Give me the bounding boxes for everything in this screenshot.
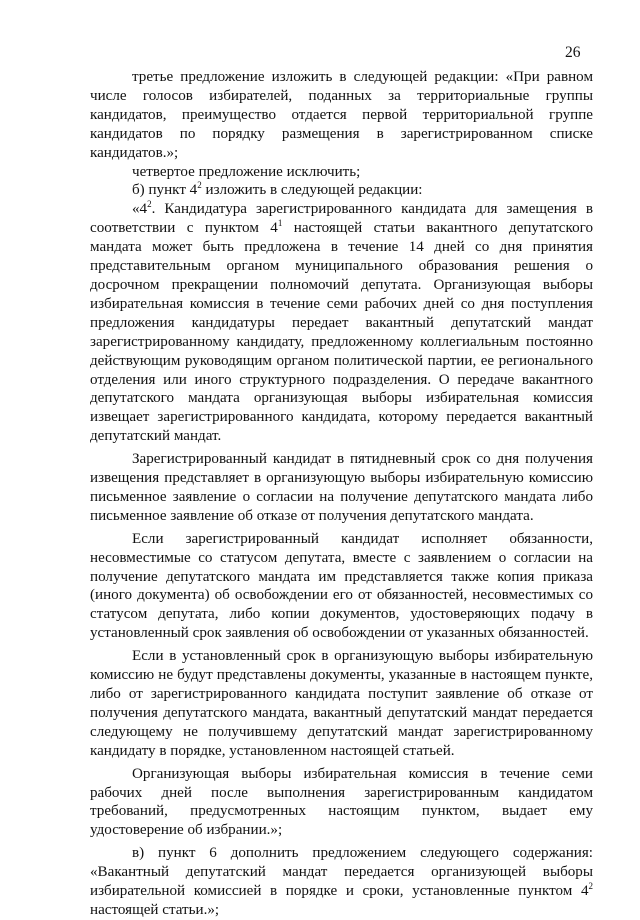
superscript: 2 [197, 180, 202, 191]
paragraph-fourth-sentence [90, 163, 593, 182]
paragraph-certificate [90, 765, 593, 841]
superscript: 2 [588, 881, 593, 892]
paragraph-text: четвертое предложение исключить; [132, 163, 361, 180]
paragraph-text: Организующая выборы избирательная комиссия в течение семи рабочих дней после выполнения зарегистрированным кандидатом требований, предусмотренных настоящим пунктом, выдает ему удостоверение об избрании.»; [90, 765, 593, 839]
paragraph-clause-4-2 [90, 200, 593, 446]
paragraph-text: настоящей статьи вакантного депутатского мандата может быть предложена в течение 14 дней со дня принятия представительным органом муниципального образования решения о досрочном прекращении полномочий депутата. Организующая выборы избирательная комиссия в течение семи рабочих дней со дня поступления предложения кандидатуры передает вакантный депутатский мандат зарегистрированному кандидату, предложенному коллегиальным постоянно действующим руководящим органом политической партии, ее регионального отделения или иного структурного подразделения. О передаче вакантного депутатского мандата организующая выборы избирательная комиссия извещает зарегистрированного кандидата, которому передается вакантный депутатский мандат. [90, 220, 593, 445]
paragraph-third-sentence [90, 68, 593, 163]
page-number: 26 [565, 44, 581, 61]
superscript: 2 [147, 199, 152, 210]
paragraph-text: настоящей статьи.»; [90, 901, 220, 918]
paragraph-candidate-statement [90, 450, 593, 526]
paragraph-incompatible-duties [90, 530, 593, 643]
paragraph-text: б) пункт 4 [132, 182, 198, 199]
paragraph-text: Зарегистрированный кандидат в пятидневный срок со дня получения извещения представляет в организующую выборы избирательную комиссию письменное заявление о согласии на получение депутатского мандата либо письменное заявление об отказе от получения депутатского мандата. [90, 451, 593, 524]
superscript: 1 [277, 218, 283, 229]
paragraph-item-b [90, 181, 593, 200]
document-body [90, 68, 593, 920]
paragraph-text: «4 [132, 201, 148, 218]
paragraph-text: Если в установленный срок в организующую выборы избирательную комиссию не будут представлены документы, указанные в настоящем пункте, либо от зарегистрированного кандидата поступит заявление об отказе от получения депутатского мандата, вакантный депутатский мандат передается следующему не получившему депутатский мандат зарегистрированному кандидату в порядке, установленном настоящей статьей. [90, 648, 593, 759]
paragraph-item-v [90, 844, 593, 920]
paragraph-text: третье предложение изложить в следующей редакции: «При равном числе голосов избирателей, поданных за территориальные группы кандидатов, преимущество отдается первой территориальной группе кандидатов по порядку размещения в зарегистрированном списке кандидатов.»; [90, 69, 593, 161]
paragraph-mandate-transfer [90, 647, 593, 760]
paragraph-text: изложить в следующей редакции: [201, 182, 423, 199]
paragraph-text: . Кандидатура зарегистрированного кандидата для замещения в соответствии с пунктом 4 [90, 201, 593, 237]
paragraph-text: в) пункт 6 дополнить предложением следующего содержания: «Вакантный депутатский мандат передается организующей выборы избирательной комиссией в порядке и сроки, установленные пунктом 4 [90, 845, 593, 900]
paragraph-text: Если зарегистрированный кандидат исполняет обязанности, несовместимые со статусом депутата, вместе с заявлением о согласии на получение депутатского мандата им представляется также копия приказа (иного документа) об освобождении его от обязанностей, несовместимых со статусом депутата, либо копии документов, удостоверяющих подачу в установленный срок заявления об освобождении от указанных обязанностей. [90, 530, 593, 642]
